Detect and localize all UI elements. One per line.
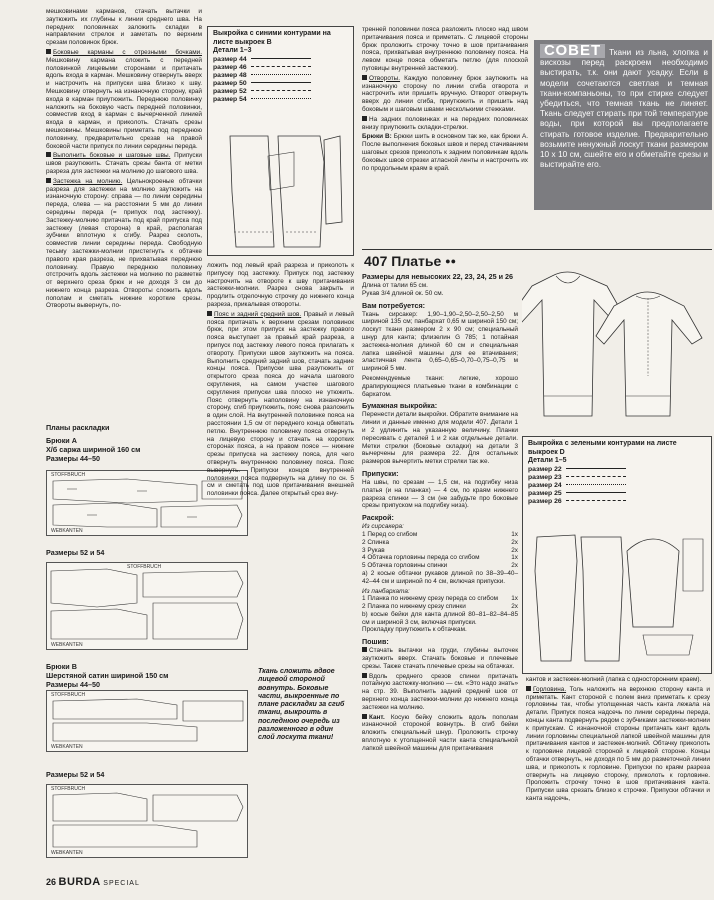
pants-b-fabric: Шерстяной сатин шириной 150 см	[46, 671, 169, 680]
sewing-heading: Пошив:	[362, 637, 389, 647]
bullet-square-icon	[46, 49, 51, 54]
size-legend	[528, 466, 706, 506]
dress-technical-sketch	[522, 256, 712, 426]
bullet-square-icon	[207, 311, 212, 316]
layout-pieces-b-2	[47, 785, 247, 857]
paragraph: Застежка на молнию. Цельнокроеные обтачки разреза для застежки на молнию заутюжить на изнаночную сторону: справа — по линии середины переда, слева — на расстоянии 5 мм до линии середины переда (= припуск под застежку). Застежку-молнию притачать под край припуска под застежку (левая сторона) в край, располагая зубчики вплотную к сгибу. Разрез сколоть, совместив линии середины переда. Свободную тесьму застежки-молнии пристегнуть к обтачке правого края разреза, не прихватывая переднюю половинку. Правую переднюю половинку отстрочить вдоль застежки на молнию по разметке от верхнего среза брюк и не доходя 3 см до нижнего конца разреза. Отвороты сложить вдоль пополам и сметать нижние короткие срезы. Отвороты вывернуть, по-	[46, 177, 202, 310]
cutting-item: 2 Планка по нижнему срезу спинки 2x	[362, 603, 518, 611]
cutting-item: 2 Спинка 2x	[362, 538, 518, 546]
fold-label: STOFFBRUCH	[51, 472, 86, 478]
pants-b-sizes-1: Размеры 44–50	[46, 680, 101, 689]
subheading: Пояс и задний средний шов.	[214, 310, 302, 318]
layout-diagram-b-2	[46, 784, 248, 858]
size-legend-row: размер 23	[528, 474, 706, 482]
section-divider	[362, 249, 712, 250]
size-legend-row: размер 48	[213, 72, 348, 80]
cutting-list-1	[362, 531, 518, 570]
page-footer	[46, 876, 140, 888]
column-2-text	[207, 262, 354, 500]
box-subtitle: Детали 1–3	[213, 47, 252, 54]
allowances-text: На швы, по срезам — 1,5 см, на подгибку низа платья (и на планках) — 4 см, по краям нижнего разреза спинки — 3 см (не забудьте про боковые срезы припуском на подгибку низа).	[362, 478, 518, 510]
layout-pieces-a-2	[47, 563, 247, 649]
brand-special: SPECIAL	[103, 880, 140, 887]
size-legend-row: размер 52	[213, 88, 348, 96]
layout-pieces-b-1	[47, 691, 247, 751]
column-1-text	[46, 8, 202, 312]
cutting-item: 1 Перед со сгибом 1x	[362, 530, 518, 538]
pants-pattern-drawing	[208, 132, 353, 252]
pants-b-sizes-2-label: Размеры 52 и 54	[46, 770, 105, 779]
paper-pattern-text: Перенести детали выкройки. Обратите внимание на линии и данные именно для модели 407. Детали 1 и 2 удлинить на указанную величину. Планки пересивать с деталей 1 и 2 как отдельные детали. Метки стрелки (боковые складки) на детали 3 вычерчены для размера 22. Для остальных размеров вычертить метки стрелки так же.	[362, 411, 518, 466]
length-2: Рукав 3/4 длиной ок. 50 см.	[362, 289, 444, 297]
subheading: Выполнить боковые и шаговые швы.	[53, 152, 171, 160]
bullet-square-icon	[46, 178, 51, 183]
column-3-text	[362, 26, 528, 174]
subheading: Отвороты.	[369, 74, 401, 82]
bullet-square-icon	[46, 152, 51, 157]
pants-a-sizes-1: Размеры 44–50	[46, 454, 101, 463]
bullet-square-icon	[362, 75, 367, 80]
size-legend-row: размер 50	[213, 80, 348, 88]
cutting-note: Ткань сложить вдвое лицевой стороной вовнутрь. Боковые части, выкроенные по плане раскладки за сгиб ткани, выкроить в последнюю очередь из разложенного в один слой лоскута ткани!	[258, 668, 345, 742]
tip-box	[534, 40, 712, 210]
paragraph: Отвороты. Каждую половинку брюк заутюжить на изнаночную сторону по линии сгиба отворота и настрочить или пришить вручную. Отворот отвернуть вверх до линии сгиба, приутюжить и пришить над боковым и шаговым швами несколькими стежками.	[362, 74, 528, 113]
paper-pattern-heading: Бумажная выкройка:	[362, 401, 438, 411]
pants-a-heading: Брюки А	[46, 436, 77, 445]
tip-text: СОВЕТ Ткани из льна, хлопка и вискозы перед раскроем необходимо выстирать, т.к. они дают усадку. Если в модели сочетаются светлая и темная ткани-компаньоны, то при стирке следует убедиться, что темная ткань не линяет. Ткань следует стирать при той температуре воды, при которой вы предполагаете стирать готовое изделие. Предварительно возьмите ненужный лоскут ткани размером 10 х 10 см, сшейте его и обметайте срезы и выстирайте его.	[540, 42, 708, 170]
cutting-list-2	[362, 595, 518, 611]
cutting-item: 5 Обтачка горловины спинки 2x	[362, 562, 518, 570]
paragraph: Кант. Косую бейку сложить вдоль пополам изнаночной стороной вовнутрь. В сгиб бейки вложить специальный шнур. Проложить строчку вплотную к утолщенной части канта специальной лапкой швейной машины для притачивания	[362, 713, 518, 752]
materials-heading: Вам потребуется:	[362, 300, 426, 310]
subheading: Боковые карманы с отрезными бочками.	[53, 48, 202, 56]
selvage-label: WEBKANTEN	[51, 744, 83, 750]
box-title: Выкройка с синими контурами на листе выкроек В	[213, 30, 331, 46]
paragraph: На задних половинках и на передних половинках внизу приутюжить складки-стрелки.	[362, 115, 528, 131]
length-1: Длина от талии 65 см.	[362, 282, 428, 289]
pattern-sheet-box-d	[522, 436, 712, 674]
size-legend-row: размер 22	[528, 466, 706, 474]
subheading: Застежка на молнию.	[53, 177, 123, 185]
bullet-square-icon	[526, 686, 531, 691]
brand-logo: BURDA	[58, 876, 101, 888]
page-number: 26	[46, 877, 57, 887]
paragraph: Стачать вытачки на груди, глубины выточек заутюжить вверх. Стачать боковые и плечевые срезы. Также стачать плечевые срезы на обтачках.	[362, 647, 518, 670]
model-title: 407 Платье ●●	[364, 253, 457, 269]
fold-label: STOFFBRUCH	[51, 692, 86, 698]
model-407-text	[362, 272, 518, 755]
pants-a-sizes-2-label: Размеры 52 и 54	[46, 548, 105, 557]
subheading: Брюки В:	[362, 133, 392, 141]
size-legend-row: размер 25	[528, 490, 706, 498]
recommended-fabrics: Рекомендуемые ткани: легкие, хорошо драпирующиеся платьевые ткани в комбинации с бархатом.	[362, 374, 518, 398]
bullet-square-icon	[362, 116, 367, 121]
selvage-label: WEBKANTEN	[51, 528, 83, 534]
size-legend	[213, 56, 348, 104]
paragraph: ложить под левый край разреза и приколоть к припуску под застежку. Припуск под застежку настрочить на отвороте к шву притачивания застежки-молнии. Разрез снова закрыть и продлить отделочную строчку до нижнего конца разреза, прикалывая отвороты.	[207, 262, 354, 308]
pattern-sheet-box-b	[207, 26, 354, 256]
pants-b-header	[46, 662, 202, 689]
tip-word: СОВЕТ	[540, 44, 605, 58]
box-title: Выкройка с зелеными контурами на листе выкроек D	[528, 440, 677, 456]
layout-plans-header	[46, 420, 202, 463]
dress-pattern-drawing	[523, 531, 711, 671]
model-sizes: Размеры для невысоких 22, 23, 24, 25 и 26	[362, 272, 513, 281]
cutting-item: 1 Планка по нижнему срезу переда со сгибом 1x	[362, 595, 518, 603]
paragraph: Брюки В: Брюки шить в основном так же, как брюки А. После выполнения боковых швов и перед стачиванием шаговых срезов приколоть к задним половинкам вдоль боковых швов отрезки атласной ленты и настрочить их по продольным краям в край.	[362, 133, 528, 172]
paragraph: мешковинами карманов, стачать вытачки и заутюжить их глубины к линии среднего шва. На передних половинках заложить складки в направлении стрелок и заметать по верхним срезам половинок брюк.	[46, 8, 202, 47]
column-5-text	[526, 676, 710, 805]
paragraph: Выполнить боковые и шаговые швы. Припуски швов разутюжить. Стачать срезы банта от метки разреза для застежки на молнию до шагового шва.	[46, 152, 202, 175]
pants-a-fabric: Х/б саржа шириной 160 см	[46, 445, 141, 454]
plans-heading: Планы раскладки	[46, 423, 110, 432]
size-legend-row: размер 44	[213, 56, 348, 64]
cutting-item: 4 Обтачка горловины переда со сгибом 1x	[362, 554, 518, 562]
size-legend-row: размер 46	[213, 64, 348, 72]
bullet-square-icon	[362, 673, 367, 678]
pants-b-heading: Брюки В	[46, 662, 77, 671]
bullet-square-icon	[362, 647, 367, 652]
cutting-item: 3 Рукав 2x	[362, 546, 518, 554]
layout-diagram-a-2	[46, 562, 248, 650]
subheading: Горловина.	[533, 685, 567, 693]
fold-label: STOFFBRUCH	[51, 786, 86, 792]
size-legend-row: размер 24	[528, 482, 706, 490]
allowances-heading: Припуски:	[362, 468, 399, 478]
fold-label: STOFFBRUCH	[127, 564, 162, 570]
paragraph: Боковые карманы с отрезными бочками. Мешковину кармана сложить с передней половинкой лицевыми сторонами и притачать вдоль входа в карман. Мешковину отвернуть вверх и настрочить на припуски шва близко к шву. Мешковину отвернуть на изнаночную сторону, край входа в карман приутюжить. Переднюю половинку наложить на боковую часть передней половинки, совместив вход в карман с вычерченной линией входа в карман, и приколоть. Стачать срезы мешковины. Мешковины приметать под переднюю половинку, предварительно срезав на правой боковой части припуск по линии середины переда.	[46, 48, 202, 150]
layout-diagram-b-1	[46, 690, 248, 752]
selvage-label: WEBKANTEN	[51, 642, 83, 648]
cutting-heading: Раскрой:	[362, 513, 394, 523]
cutting-extra-3: Прокладку приутюжить к обтачкам.	[362, 626, 467, 634]
cutting-fabric-2: Из панбархата:	[362, 587, 410, 595]
materials-text: Ткань сирсакер: 1,90–1,90–2,50–2,50–2,50 м шириной 135 см; панбархат 0,65 м шириной 150 см; лоскут ткани размером 2 x 90 см; специальный шнур для канта; флизелин G 785; 1 потайная застежка-молния длиной 60 см и специальная лапка швейной машины для ее втачивания; эластичная лента 0,65–0,65–0,70–0,75–0,75 м шириной 5 мм.	[362, 310, 518, 373]
paragraph: Пояс и задний средний шов. Правый и левый пояса притачать к верхним срезам половинок брюк, при этом припуск на застежку правого пояса выступает за правый край разреза, а припуск под застежку левого пояса прилагать к отвороту. Припуски швов заутюжить на пояса. Выполнить средний задний шов, стачать задние концы пояса. Припуски шва разутюжить от открытого среза пояса до начала шагового скругления, на самом участке шагового скругления припуски шва плоско не утюжить. Пояс отвернуть наполовину на изнаночную сторону, сгиб приутюжить, пояс снова разложить в один слой. На внутренней половинке пояса на расстоянии 1,5 см от переднего конца обметать петлю. Внутреннюю половинку пояса отвернуть на лицевую сторону и стачать на коротких сторонах пояса, а на правом поясе — нижние срезы припуска на застежку пояса, для чего отвернуть внутреннюю половинку пояса. Пояс вывернуть. Припуски концов внутренней половинки пояса подвернуть на длину по сн. 5 см и сметать под шов притачивания внешней половинки пояса. Далее открытый срез вну-	[207, 310, 354, 498]
paragraph: Вдоль среднего срезов спинки притачать потайную застежку-молнию — см. «Это надо знать» на стр. 39. Выполнить задний средний шов от верхнего конца застежки-молнии до нижнего конца застежки на молнию.	[362, 672, 518, 711]
box-subtitle: Детали 1–5	[528, 457, 567, 464]
cutting-extra: а) 2 косые обтачки рукавов длиной по 38–39–40–42–44 см и шириной по 4 см, включая припуски.	[362, 569, 518, 585]
size-legend-row: размер 54	[213, 96, 348, 104]
cutting-extra-2: b) косые бейки для канта длиной 80–81–82–84–85 см и шириной 3 см, включая припуски.	[362, 610, 518, 626]
paragraph: Горловина. Толь наложить на верхнюю сторону канта и приметать. Кант стороной с полем вниз приметать к срезу горловины так, чтобы утолщенная часть канта лежала на детали. Припуск пояса надсечь по линии середины переда, концы канта подвернуть рядом с зубчиками застежки-молнии к припускам. С изнаночной стороны притачать кант вдоль линии горловины специальной лапкой швейной машины для притачивания кантов и застежек-молний. Обтачку приколоть к горловине лицевой стороной к лицевой стороне. Концы обтачки отвернуть, не доходя по 5 мм до разметочной линии шва, и приколоть к горловине. Припуски по краям разреза отвернуть на лицевую сторону, приколоть к горловине. Проложить строчку точно в шов притачивания канта. Припуски шва срезать близко к строчке. Припуски обтачки и канта надсечь,	[526, 685, 710, 802]
paragraph: тренней половинки пояса разложить плоско над швом притачивания пояса и приметать. С лицевой стороны брюк проложить строчку точно в шов притачивания пояса, прихватывая внутреннюю половинку пояса. На левом конце пояса обметать петлю (для плоской пуговицы внутренней застежки).	[362, 26, 528, 72]
size-legend-row: размер 26	[528, 498, 706, 506]
selvage-label: WEBKANTEN	[51, 850, 83, 856]
bullet-square-icon	[362, 714, 367, 719]
cutting-fabric-1: Из сирсакера:	[362, 523, 404, 531]
paragraph: кантов и застежек-молний (лапка с односторонним краем).	[526, 676, 702, 683]
